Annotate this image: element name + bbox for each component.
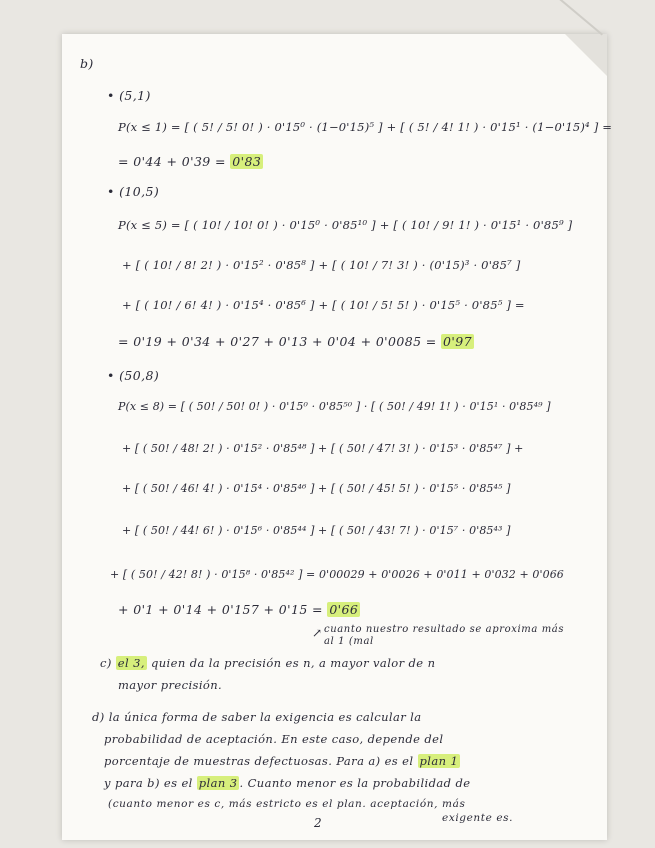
part-d-line2: probabilidad de aceptación. En este caso, depende del <box>104 732 444 746</box>
plan1-result-highlight: 0'83 <box>232 154 262 169</box>
plan1-bullet: • (5,1) <box>107 88 151 103</box>
part-c-line2: mayor precisión. <box>118 678 223 692</box>
plan3-result-highlight: 0'66 <box>329 602 359 617</box>
plan3-line3: + [ ( 50! / 46! 4! ) · 0'15⁴ · 0'85⁴⁶ ] + [ ( 50! / 45! 5! ) · 0'15⁵ · 0'85⁴⁵ ] <box>122 482 511 495</box>
plan2-bullet: • (10,5) <box>107 184 160 199</box>
plan3-bullet: • (50,8) <box>107 368 160 383</box>
plan2-line3: + [ ( 10! / 6! 4! ) · 0'15⁴ · 0'85⁶ ] + [ ( 10! / 5! 5! ) · 0'15⁵ · 0'85⁵ ] = <box>122 298 525 312</box>
part-c-rest: quien da la precisión es n, a mayor valor de n <box>150 656 436 670</box>
folded-corner <box>565 34 607 76</box>
plan2-result <box>118 334 474 349</box>
part-d-plan1-highlight: plan 1 <box>419 754 459 768</box>
plan2-line2: + [ ( 10! / 8! 2! ) · 0'15² · 0'85⁸ ] + [ ( 10! / 7! 3! ) · (0'15)³ · 0'85⁷ ] <box>122 258 521 272</box>
part-d-line1 <box>92 710 422 724</box>
part-c-label: c) <box>100 656 112 670</box>
plan1-result-prefix: = 0'44 + 0'39 = <box>118 154 226 169</box>
note-line2: al 1 (mal <box>324 636 374 647</box>
fold-crease <box>557 0 603 36</box>
part-d-line4 <box>104 776 470 790</box>
part-d-line4-post: . Cuanto menor es la probabilidad de <box>239 776 471 790</box>
plan2-line1: P(x ≤ 5) = [ ( 10! / 10! 0! ) · 0'15⁰ · 0'85¹⁰ ] + [ ( 10! / 9! 1! ) · 0'15¹ · 0'85⁹ ] <box>118 218 573 232</box>
part-d-line3 <box>104 754 460 768</box>
part-d-plan3-highlight: plan 3 <box>198 776 238 790</box>
part-c-highlight: el 3, <box>117 656 145 670</box>
part-d-label: d) <box>92 710 105 724</box>
plan2-result-prefix: = 0'19 + 0'34 + 0'27 + 0'13 + 0'04 + 0'0085 = <box>118 334 437 349</box>
section-label: b) <box>80 56 94 71</box>
plan2-result-highlight: 0'97 <box>443 334 472 349</box>
part-d-line4-pre: y para b) es el <box>104 776 193 790</box>
plan1-result <box>118 154 263 169</box>
note-line1: cuanto nuestro resultado se aproxima más <box>324 624 565 635</box>
note-arrow-icon: ↗ <box>312 626 323 640</box>
page-number: 2 <box>314 816 323 830</box>
part-c-line1 <box>100 656 435 670</box>
plan3-line5: + [ ( 50! / 42! 8! ) · 0'15⁸ · 0'85⁴² ] = 0'00029 + 0'0026 + 0'011 + 0'032 + 0'066 <box>110 568 564 581</box>
plan3-line6 <box>118 602 360 617</box>
plan3-line2: + [ ( 50! / 48! 2! ) · 0'15² · 0'85⁴⁸ ] + [ ( 50! / 47! 3! ) · 0'15³ · 0'85⁴⁷ ] + <box>122 442 524 455</box>
plan3-line6-prefix: + 0'1 + 0'14 + 0'157 + 0'15 = <box>118 602 323 617</box>
part-d-line1-text: la única forma de saber la exigencia es calcular la <box>108 710 422 724</box>
plan1-formula: P(x ≤ 1) = [ ( 5! / 5! 0! ) · 0'15⁰ · (1−0'15)⁵ ] + [ ( 5! / 4! 1! ) · 0'15¹ · (1−0'15)⁴ ] = <box>118 120 613 134</box>
plan3-line1: P(x ≤ 8) = [ ( 50! / 50! 0! ) · 0'15⁰ · 0'85⁵⁰ ] · [ ( 50! / 49! 1! ) · 0'15¹ · 0'85⁴⁹ ] <box>118 400 551 413</box>
plan3-line4: + [ ( 50! / 44! 6! ) · 0'15⁶ · 0'85⁴⁴ ] + [ ( 50! / 43! 7! ) · 0'15⁷ · 0'85⁴³ ] <box>122 524 511 537</box>
part-d-line6: exigente es. <box>442 812 514 824</box>
notebook-page <box>62 34 613 840</box>
part-d-line5: (cuanto menor es c, más estricto es el plan. aceptación, más <box>108 798 466 810</box>
part-d-line3-pre: porcentaje de muestras defectuosas. Para a) es el <box>104 754 414 768</box>
